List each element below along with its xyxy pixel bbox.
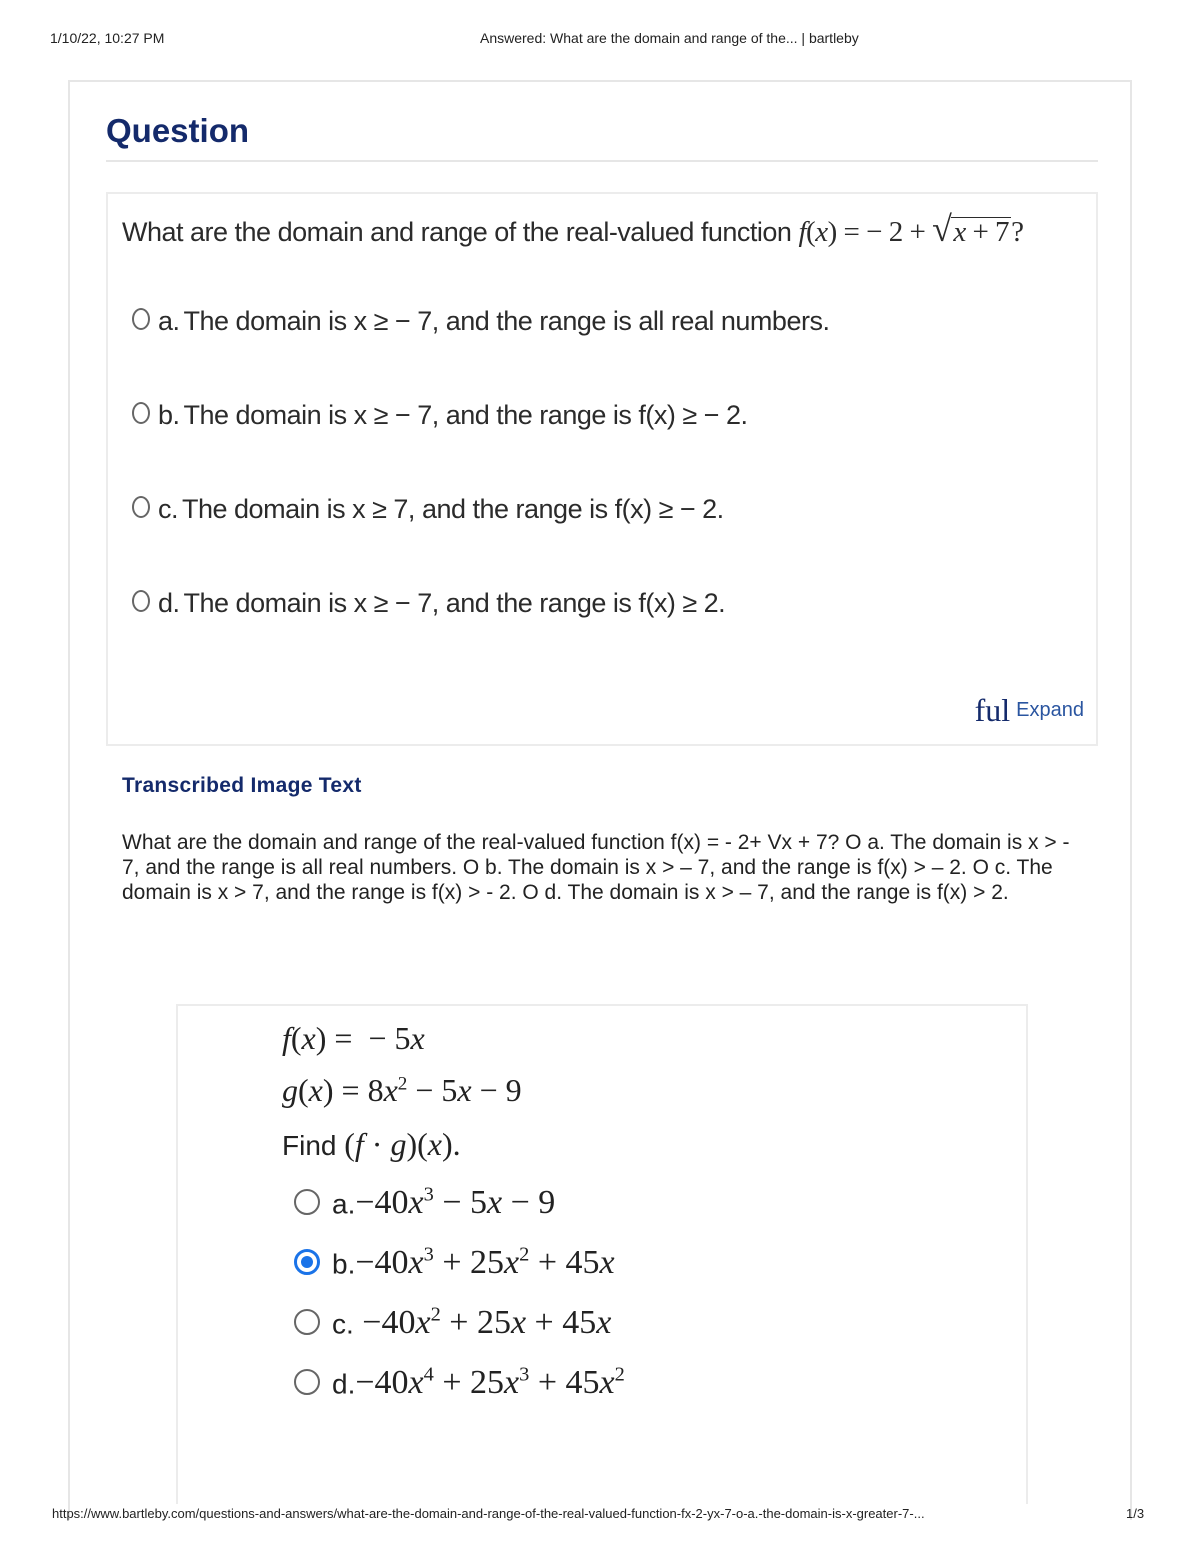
- option-letter: a.: [332, 1188, 356, 1220]
- option-b[interactable]: [132, 400, 747, 431]
- option-letter: b.: [158, 400, 180, 430]
- option-letter: b.: [332, 1248, 356, 1280]
- equation-g: $g(x) = 8x^2 - 5x - 9$: [282, 1072, 522, 1108]
- radio-icon[interactable]: [132, 496, 150, 518]
- option2-d[interactable]: $d.-40x^4 + 25x^3 + 45x^2$: [294, 1364, 625, 1402]
- option-letter: d.: [158, 588, 180, 618]
- option-letter: a.: [158, 306, 180, 336]
- radio-icon[interactable]: [294, 1189, 320, 1215]
- page-number: 1/3: [1126, 1506, 1145, 1521]
- option2-b[interactable]: $b.-40x^3 + 25x^2 + 45x$: [294, 1244, 615, 1282]
- radio-icon[interactable]: [294, 1309, 320, 1335]
- find-prompt: Find (f · g)(x).: [282, 1126, 461, 1162]
- radio-selected-icon[interactable]: [294, 1249, 320, 1275]
- find-label: Find: [282, 1130, 337, 1161]
- option2-c[interactable]: c. $-40x^2 + 25x + 45x$: [294, 1304, 611, 1342]
- radio-icon[interactable]: [294, 1369, 320, 1395]
- option-d[interactable]: [132, 588, 725, 619]
- radio-icon[interactable]: [132, 308, 150, 330]
- option-letter: c.: [158, 494, 179, 524]
- option2-a[interactable]: $a.-40x^3 - 5x - 9$: [294, 1184, 555, 1222]
- radio-icon[interactable]: [132, 402, 150, 424]
- radio-icon[interactable]: [132, 590, 150, 612]
- expand-icon: ful: [974, 692, 1011, 728]
- option-text: The domain is x ≥ − 7, and the range is all real numbers.: [183, 306, 830, 336]
- page-url: https://www.bartleby.com/questions-and-answers/what-are-the-domain-and-range-of-the-real-valued-function-fx-2-yx-7-o-a.-the-domain-is-x-greater-7-...: [52, 1506, 925, 1521]
- equation-f: f(x) = − 5x: [282, 1020, 425, 1056]
- question-prompt-text: What are the domain and range of the real-valued function: [122, 217, 792, 247]
- print-title: Answered: What are the domain and range of the... | bartleby: [480, 30, 859, 46]
- option-letter: c.: [332, 1308, 354, 1340]
- question-prompt: [122, 208, 1023, 250]
- expand-button[interactable]: [975, 692, 1084, 729]
- print-header: [0, 30, 1200, 50]
- option-text: The domain is x ≥ − 7, and the range is f(x) ≥ 2.: [183, 588, 726, 618]
- option-letter: d.: [332, 1368, 356, 1400]
- question-image: [106, 192, 1098, 746]
- option-a[interactable]: [132, 306, 829, 337]
- function-formula: f(x) = − 2 + √x + 7?: [798, 209, 1024, 249]
- expand-label: Expand: [1016, 699, 1084, 721]
- question-card: [68, 80, 1132, 1520]
- transcribed-text: What are the domain and range of the real-valued function f(x) = - 2+ Vx + 7? O a. The domain is x > - 7, and the range is all real numbers. O b. The domain is x > – 7, and the range is f(x) > – 2. O c. The domain is x > 7, and the range is f(x) > - 2. O d. The domain is x > – 7, and the range is f(x) > 2.: [122, 831, 1070, 904]
- option-c[interactable]: [132, 494, 724, 525]
- option-text: The domain is x ≥ − 7, and the range is f(x) ≥ − 2.: [183, 400, 748, 430]
- print-footer: [0, 1506, 1200, 1526]
- print-date: 1/10/22, 10:27 PM: [50, 30, 165, 46]
- option-text: The domain is x ≥ 7, and the range is f(x) ≥ − 2.: [182, 494, 724, 524]
- second-question-image: [176, 1004, 1028, 1504]
- heading-divider: [106, 160, 1098, 162]
- transcribed-heading: Transcribed Image Text: [122, 774, 362, 797]
- question-heading: Question: [106, 112, 250, 149]
